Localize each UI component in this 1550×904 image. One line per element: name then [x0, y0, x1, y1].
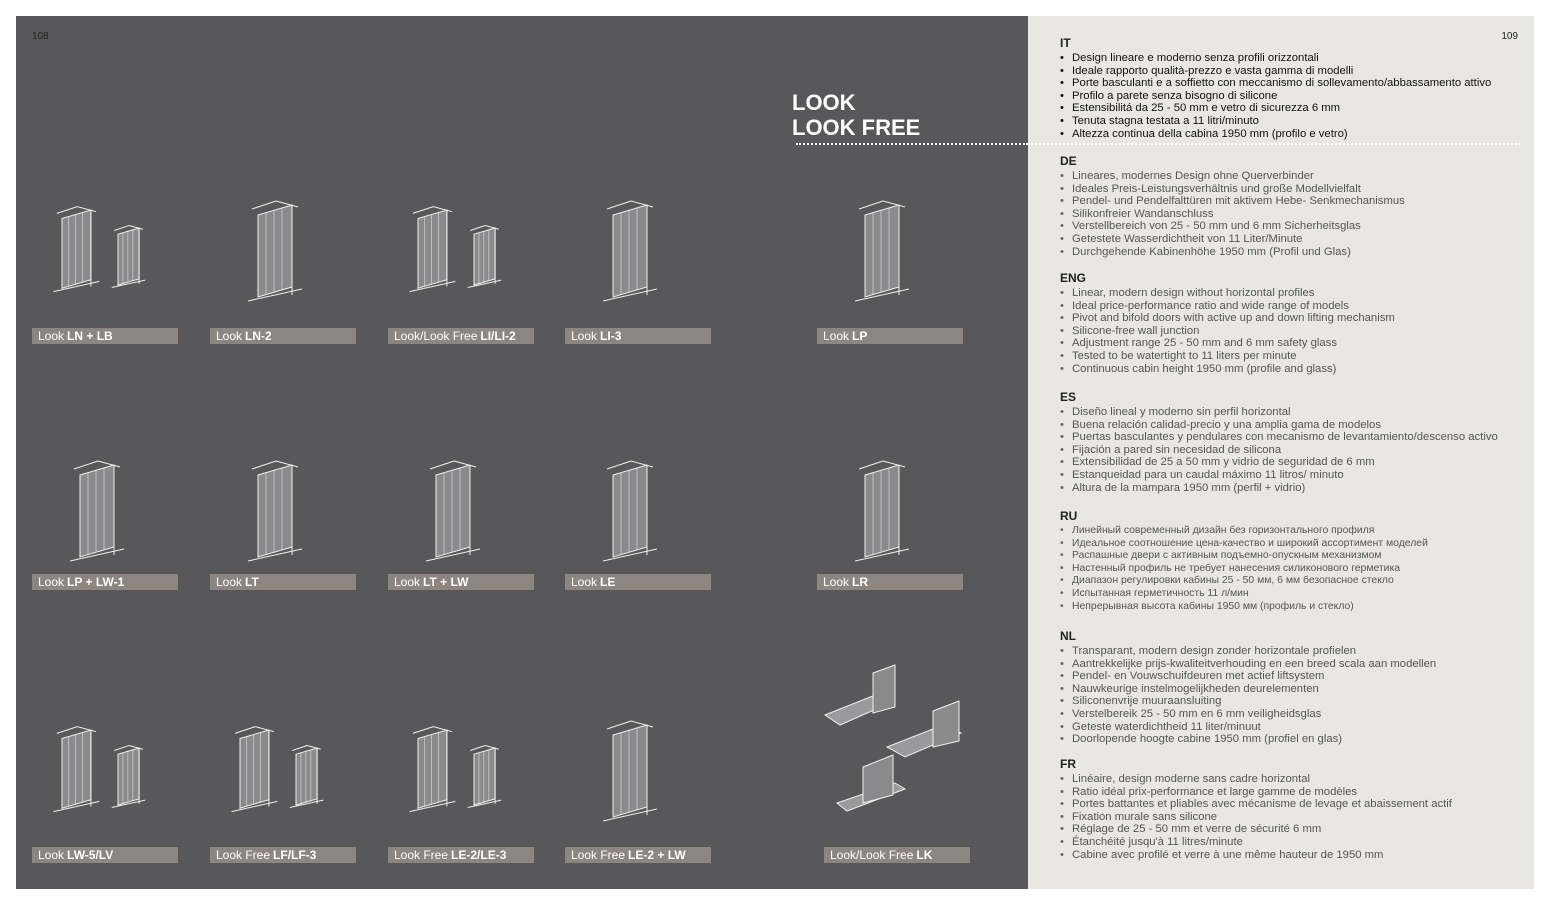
- product-label: [32, 847, 178, 863]
- bullet-item: • Continuous cabin height 1950 mm (profile and glass): [1060, 363, 1520, 376]
- shower-enclosure-drawing-lw5: [32, 700, 178, 830]
- bullet-item: • Aantrekkelijke prijs-kwaliteitverhouding en een breed scala aan modellen: [1060, 658, 1520, 671]
- lang-section-es: [1060, 390, 1520, 494]
- bullet-item: • Непрерывная высота кабины 1950 мм (профиль и стекло): [1060, 601, 1520, 614]
- bathtub-screen-drawing-lk: [815, 655, 975, 835]
- bullet-item: • Silikonfreier Wandanschluss: [1060, 208, 1520, 221]
- bullet-item: • Pendel- en Vouwschuifdeuren met actief liftsystem: [1060, 670, 1520, 683]
- product-model: LN + LB: [67, 329, 113, 343]
- product-card: [210, 700, 356, 830]
- lang-heading-ru: RU: [1060, 509, 1078, 523]
- product-series: Look: [216, 329, 243, 343]
- bullet-item: • Buena relación calidad-precio y una amplia gama de modelos: [1060, 419, 1520, 432]
- product-card: [815, 655, 961, 835]
- product-series: Look Free: [394, 848, 449, 862]
- title-divider-left: [796, 143, 1028, 145]
- product-card: [565, 180, 711, 310]
- bullet-item: • Transparant, modern design zonder horizontale profielen: [1060, 645, 1520, 658]
- product-model: LI/LI-2: [480, 329, 516, 343]
- product-model: LW-5/LV: [67, 848, 114, 862]
- bullet-item: • Fijación a pared sin necesidad de silicona: [1060, 444, 1520, 457]
- lang-heading-it: IT: [1060, 36, 1071, 50]
- shower-enclosure-drawing-lr: [817, 440, 963, 570]
- title-line-1: LOOK: [792, 90, 856, 115]
- product-series: Look: [571, 329, 598, 343]
- bullet-item: • Испытанная герметичность 11 л/мин: [1060, 588, 1520, 601]
- bullet-item: • Doorlopende hoogte cabine 1950 mm (profiel en glas): [1060, 733, 1520, 746]
- product-card: [388, 180, 534, 310]
- title-line-2: LOOK FREE: [792, 115, 921, 140]
- bullet-item: • Puertas basculantes y pendulares con mecanismo de levantamiento/descenso activo: [1060, 431, 1520, 444]
- product-series: Look: [216, 575, 243, 589]
- lang-list-ru: [1060, 525, 1520, 613]
- lang-list-nl: [1060, 645, 1520, 746]
- product-series: Look/Look Free: [394, 329, 478, 343]
- bullet-item: • Tested to be watertight to 11 liters per minute: [1060, 350, 1520, 363]
- product-series: Look: [394, 575, 421, 589]
- product-model: LK: [916, 848, 933, 862]
- shower-enclosure-drawing-ln2: [210, 180, 356, 310]
- shower-enclosure-drawing-le2: [388, 700, 534, 830]
- product-series: Look: [823, 329, 850, 343]
- product-label: [565, 574, 711, 590]
- product-series: Look: [38, 848, 65, 862]
- product-model: LE-2/LE-3: [451, 848, 507, 862]
- lang-section-ru: [1060, 509, 1520, 613]
- product-label: [388, 847, 534, 863]
- product-label: [210, 328, 356, 344]
- product-model: LF/LF-3: [273, 848, 317, 862]
- bullet-item: • Verstellbereich von 25 - 50 mm und 6 mm Sicherheitsglas: [1060, 220, 1520, 233]
- product-card: [32, 700, 178, 830]
- product-model: LP + LW-1: [67, 575, 125, 589]
- bullet-item: • Fixation murale sans silicone: [1060, 811, 1520, 824]
- bullet-item: • Verstelbereik 25 - 50 mm en 6 mm veiligheidsglas: [1060, 708, 1520, 721]
- product-card: [32, 180, 178, 310]
- page-number-right: 109: [1501, 31, 1518, 42]
- product-model: LN-2: [245, 329, 272, 343]
- product-card: [817, 180, 963, 310]
- product-series: Look: [823, 575, 850, 589]
- lang-section-it: [1060, 36, 1520, 140]
- bullet-item: • Design lineare e moderno senza profili orizzontali: [1060, 52, 1520, 65]
- product-card: [210, 180, 356, 310]
- bullet-item: • Geteste waterdichtheid 11 liter/minuut: [1060, 721, 1520, 734]
- lang-heading-eng: ENG: [1060, 271, 1087, 285]
- product-series: Look: [38, 329, 65, 343]
- product-card: [32, 440, 178, 570]
- bullet-item: • Nauwkeurige instelmogelijkheden deurelementen: [1060, 683, 1520, 696]
- bullet-item: • Lineares, modernes Design ohne Querverbinder: [1060, 170, 1520, 183]
- product-model: LI-3: [600, 329, 622, 343]
- bullet-item: • Réglage de 25 - 50 mm et verre de sécurité 6 mm: [1060, 823, 1520, 836]
- lang-section-de: [1060, 154, 1520, 258]
- product-model: LE-2 + LW: [628, 848, 686, 862]
- bullet-item: • Diseño lineal y moderno sin perfil horizontal: [1060, 406, 1520, 419]
- shower-enclosure-drawing-lp-lw1: [32, 440, 178, 570]
- product-series: Look Free: [216, 848, 271, 862]
- lang-heading-nl: NL: [1060, 629, 1076, 643]
- product-model: LT: [245, 575, 259, 589]
- bullet-item: • Ratio idéal prix-performance et large gamme de modèles: [1060, 786, 1520, 799]
- bullet-item: • Линейный современный дизайн без горизонтального профиля: [1060, 525, 1520, 538]
- bullet-item: • Pendel- und Pendelfalttüren mit aktivem Hebe- Senkmechanismus: [1060, 195, 1520, 208]
- product-label: [210, 847, 356, 863]
- product-label: [817, 574, 963, 590]
- lang-list-de: [1060, 170, 1520, 258]
- bullet-item: • Silicone-free wall junction: [1060, 325, 1520, 338]
- product-label: [565, 328, 711, 344]
- lang-list-it: [1060, 52, 1520, 140]
- lang-section-nl: [1060, 629, 1520, 746]
- product-model: LR: [852, 575, 869, 589]
- bullet-item: • Распашные двери с активным подъемно-опускным механизмом: [1060, 550, 1520, 563]
- lang-list-es: [1060, 406, 1520, 494]
- product-card: [565, 440, 711, 570]
- product-label: [817, 328, 963, 344]
- product-card: [388, 700, 534, 830]
- shower-enclosure-drawing-lp: [817, 180, 963, 310]
- bullet-item: • Adjustment range 25 - 50 mm and 6 mm safety glass: [1060, 337, 1520, 350]
- bullet-item: • Диапазон регулировки кабины 25 - 50 мм, 6 мм безопасное стекло: [1060, 575, 1520, 588]
- bullet-item: • Ideale rapporto qualità-prezzo e vasta gamma di modelli: [1060, 65, 1520, 78]
- product-label: [388, 328, 534, 344]
- product-series: Look: [38, 575, 65, 589]
- title-divider-right: [1028, 143, 1520, 145]
- product-card: [565, 700, 711, 830]
- product-card: [817, 440, 963, 570]
- lang-section-eng: [1060, 271, 1520, 375]
- bullet-item: • Tenuta stagna testata a 11 litri/minuto: [1060, 115, 1520, 128]
- product-model: LT + LW: [423, 575, 469, 589]
- product-series: Look Free: [571, 848, 626, 862]
- lang-list-fr: [1060, 773, 1520, 861]
- bullet-item: • Estensibilitá da 25 - 50 mm e vetro di sicurezza 6 mm: [1060, 102, 1520, 115]
- bullet-item: • Étanchéité jusqu'à 11 litres/minute: [1060, 836, 1520, 849]
- product-label: [210, 574, 356, 590]
- page-number-left: 108: [32, 31, 49, 42]
- bullet-item: • Linear, modern design without horizontal profiles: [1060, 287, 1520, 300]
- product-model: LE: [600, 575, 616, 589]
- shower-enclosure-drawing-li3: [565, 180, 711, 310]
- lang-heading-de: DE: [1060, 154, 1077, 168]
- product-model: LP: [852, 329, 868, 343]
- shower-enclosure-drawing-lf: [210, 700, 356, 830]
- bullet-item: • Getestete Wasserdichtheit von 11 Liter/Minute: [1060, 233, 1520, 246]
- product-card: [210, 440, 356, 570]
- bullet-item: • Siliconenvrije muuraansluiting: [1060, 695, 1520, 708]
- lang-list-eng: [1060, 287, 1520, 375]
- product-label: [565, 847, 711, 863]
- bullet-item: • Ideal price-performance ratio and wide range of models: [1060, 300, 1520, 313]
- shower-enclosure-drawing-li: [388, 180, 534, 310]
- shower-enclosure-drawing-lt-lw: [388, 440, 534, 570]
- bullet-item: • Altezza continua della cabina 1950 mm (profilo e vetro): [1060, 128, 1520, 141]
- bullet-item: • Ideales Preis-Leistungsverhältnis und große Modellvielfalt: [1060, 183, 1520, 196]
- shower-enclosure-drawing-lt: [210, 440, 356, 570]
- shower-enclosure-drawing-le: [565, 440, 711, 570]
- shower-enclosure-drawing-le2-lw: [565, 700, 711, 830]
- product-series: Look/Look Free: [830, 848, 914, 862]
- bullet-item: • Altura de la mampara 1950 mm (perfil + vidrio): [1060, 482, 1520, 495]
- bullet-item: • Porte basculanti e a soffietto con meccanismo di sollevamento/abbassamento attivo: [1060, 77, 1520, 90]
- bullet-item: • Profilo a parete senza bisogno di silicone: [1060, 90, 1520, 103]
- bullet-item: • Cabine avec profilé et verre à une même hauteur de 1950 mm: [1060, 849, 1520, 862]
- catalog-title: [792, 90, 920, 140]
- product-label: [32, 574, 178, 590]
- product-label: [388, 574, 534, 590]
- bullet-item: • Portes battantes et pliables avec mécanisme de levage et abaissement actif: [1060, 798, 1520, 811]
- lang-heading-fr: FR: [1060, 757, 1076, 771]
- bullet-item: • Estanqueidad para un caudal máximo 11 litros/ minuto: [1060, 469, 1520, 482]
- bullet-item: • Идеальное соотношение цена-качество и широкий ассортимент моделей: [1060, 538, 1520, 551]
- bullet-item: • Pivot and bifold doors with active up and down lifting mechanism: [1060, 312, 1520, 325]
- lang-section-fr: [1060, 757, 1520, 861]
- lang-heading-es: ES: [1060, 390, 1077, 404]
- bullet-item: • Extensibilidad de 25 a 50 mm y vidrio de seguridad de 6 mm: [1060, 456, 1520, 469]
- product-card: [388, 440, 534, 570]
- product-label: [824, 847, 970, 863]
- bullet-item: • Настенный профиль не требует нанесения силиконового герметика: [1060, 563, 1520, 576]
- shower-enclosure-drawing-ln-lb: [32, 180, 178, 310]
- bullet-item: • Linéaire, design moderne sans cadre horizontal: [1060, 773, 1520, 786]
- bullet-item: • Durchgehende Kabinenhöhe 1950 mm (Profil und Glas): [1060, 246, 1520, 259]
- product-label: [32, 328, 178, 344]
- product-series: Look: [571, 575, 598, 589]
